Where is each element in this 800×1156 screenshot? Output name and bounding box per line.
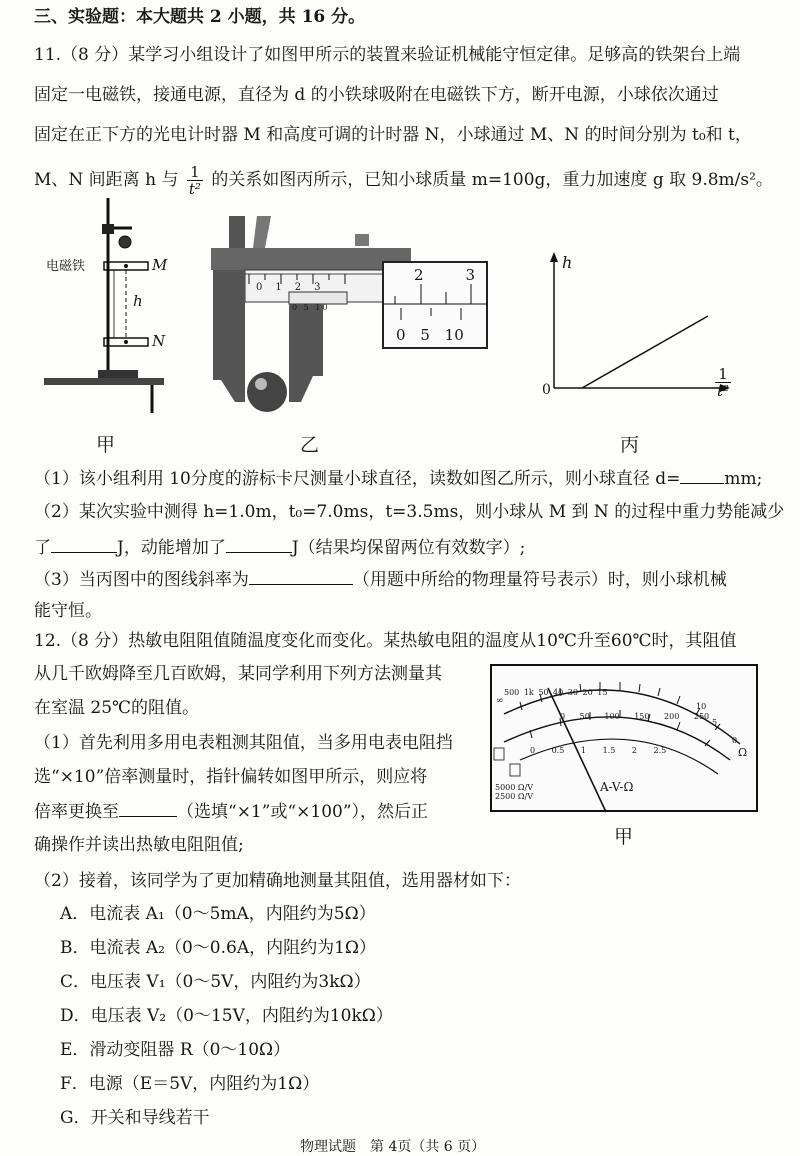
dcv-tick-label: 0 bbox=[560, 712, 566, 721]
caliper-main-tick-label: 0 bbox=[256, 282, 276, 293]
graph-x-fraction bbox=[715, 366, 731, 399]
n-label: N bbox=[152, 332, 166, 350]
ohm-tick-label: 15 bbox=[597, 688, 608, 697]
small-tick-label: 1.5 bbox=[602, 746, 616, 755]
ohm-tick-label: 20 bbox=[582, 688, 593, 697]
q12-line-5: 选“×10”倍率测量时，指针偏转如图甲所示，则应将 bbox=[34, 767, 428, 787]
answer-blank-d[interactable] bbox=[680, 467, 724, 484]
q12-line-7: 确操作并读出热敏电阻阻值; bbox=[34, 835, 244, 855]
caliper-main-tick-label: 2 bbox=[294, 282, 315, 293]
zoom-main-tick-label: 3 bbox=[465, 266, 476, 284]
fraction-denominator: t² bbox=[188, 180, 201, 198]
q12-line-4: （1）首先利用多用电表粗测其阻值，当多用电表电阻挡 bbox=[34, 733, 453, 753]
graph-x-label bbox=[712, 366, 734, 399]
figure-yi-caliper bbox=[205, 212, 495, 422]
q11-part-1 bbox=[34, 467, 784, 490]
q11-part-3-line-1 bbox=[34, 568, 784, 591]
ohm-tick-label: 30 bbox=[567, 688, 578, 697]
figure-yi-label: 乙 bbox=[300, 434, 320, 456]
q12-line-6-text-a: 倍率更换至 bbox=[34, 802, 119, 822]
q11-intro-line-1: 11.（8 分）某学习小组设计了如图甲所示的装置来验证机械能守恒定律。足够高的铁架台上端 bbox=[34, 45, 741, 65]
meter-ohm-scale-right bbox=[696, 702, 706, 711]
q12-line-3: 在室温 25℃的阻值。 bbox=[34, 698, 200, 718]
graph-origin-label: 0 bbox=[542, 382, 551, 398]
ohm-tick-label: 0 bbox=[732, 736, 738, 745]
q12-line-6 bbox=[34, 800, 484, 823]
ohm-tick-label: 40 bbox=[553, 688, 564, 697]
meter-dcv-scale-labels bbox=[560, 712, 709, 721]
graph-x-denominator: t² bbox=[717, 382, 730, 400]
caliper-vernier-scale bbox=[292, 303, 329, 312]
q11-part-3-text-b: （用题中所给的物理量符号表示）时，则小球机械 bbox=[352, 570, 727, 590]
q11-part-2-text-d: J（结果均保留两位有效数字）; bbox=[291, 538, 526, 558]
q11-part-3-text-a: （3）当丙图中的图线斜率为 bbox=[34, 570, 249, 590]
meter-ohm-scale-5 bbox=[712, 718, 717, 727]
q11-intro-4b: 的关系如图丙所示，已知小球质量 m=100g，重力加速度 g 取 9.8m/s²。 bbox=[211, 170, 773, 190]
q11-intro-line-4 bbox=[34, 160, 784, 200]
fraction-numerator: 1 bbox=[187, 164, 203, 181]
answer-blank-kinetic-energy[interactable] bbox=[226, 536, 292, 553]
q11-part-2-line-1: （2）某次实验中测得 h=1.0m，t₀=7.0ms，t=3.5ms，则小球从 M 到 N 的过程中重力势能减少 bbox=[34, 502, 785, 522]
equipment-option-c: C．电压表 V₁（0～5V，内阻约为3kΩ） bbox=[60, 972, 371, 992]
ohm-tick-label: 5 bbox=[712, 718, 718, 727]
q11-intro-4a: M、N 间距离 h 与 bbox=[34, 170, 179, 190]
meter-ohm-scale-labels bbox=[504, 688, 684, 697]
figure-jia-apparatus bbox=[40, 198, 170, 418]
small-tick-label: 1 bbox=[580, 746, 587, 755]
q11-part-2-text-c: J，动能增加了 bbox=[117, 538, 226, 558]
q11-intro-line-2: 固定一电磁铁，接通电源，直径为 d 的小铁球吸附在电磁铁下方，断开电源，小球依次通过 bbox=[34, 85, 719, 105]
graph-line bbox=[582, 316, 708, 388]
meter-figure-label: 甲 bbox=[614, 826, 634, 848]
dcv-tick-label: 50 bbox=[579, 712, 590, 721]
ohm-tick-label: 500 bbox=[504, 688, 520, 697]
q12-line-6-text-b: （选填“×1”或“×100”），然后正 bbox=[177, 802, 429, 822]
graph-y-label: h bbox=[562, 253, 573, 272]
caliper-main-tick-label: 1 bbox=[275, 282, 295, 293]
small-tick-label: 2 bbox=[631, 746, 637, 755]
equipment-option-g: G．开关和导线若干 bbox=[60, 1108, 210, 1128]
ohm-tick-label: 10 bbox=[696, 702, 707, 711]
h-label: h bbox=[133, 292, 143, 310]
ohm-tick-label: 1k bbox=[523, 688, 534, 697]
zoom-vernier-tick-label: 10 bbox=[444, 326, 464, 344]
ohm-tick-label: ∞ bbox=[496, 696, 504, 706]
zoom-vernier-tick-label: 5 bbox=[420, 326, 430, 344]
dcv-tick-label: 200 bbox=[664, 712, 680, 721]
caliper-main-tick-label: 3 bbox=[314, 282, 334, 293]
q11-part-3-line-2: 能守恒。 bbox=[34, 601, 102, 621]
small-tick-label: 0.5 bbox=[551, 746, 565, 755]
dcv-tick-label: 150 bbox=[634, 712, 650, 721]
m-label: M bbox=[152, 256, 168, 274]
ohm-tick-label: 50 bbox=[538, 688, 549, 697]
figure-bing-label: 丙 bbox=[620, 434, 640, 456]
equipment-option-d: D．电压表 V₂（0～15V，内阻约为10kΩ） bbox=[60, 1006, 393, 1026]
meter-sensitivity bbox=[495, 783, 533, 801]
figure-bing-graph bbox=[540, 250, 740, 410]
zoom-vernier-scale bbox=[396, 326, 464, 344]
equipment-option-f: F．电源（E＝5V，内阻约为1Ω） bbox=[60, 1074, 320, 1094]
caliper-vernier-tick-label: 0 bbox=[292, 303, 300, 312]
q12-part-2: （2）接着，该同学为了更加精确地测量其阻值，选用器材如下： bbox=[34, 871, 521, 891]
zoom-main-scale bbox=[414, 266, 475, 284]
q12-line-1: 12.（8 分）热敏电阻阻值随温度变化而变化。某热敏电阻的温度从10℃升至60℃时，其阻值 bbox=[34, 631, 737, 651]
section-title: 三、实验题：本大题共 2 小题，共 16 分。 bbox=[34, 7, 366, 27]
meter-small-scale-labels bbox=[530, 746, 666, 755]
q11-part-1-unit: mm; bbox=[724, 469, 763, 489]
answer-blank-multiplier[interactable] bbox=[119, 800, 177, 817]
page-footer: 物理试题 第 4页（共 6 页） bbox=[300, 1139, 486, 1155]
answer-blank-potential-energy[interactable] bbox=[51, 536, 117, 553]
q12-line-2: 从几千欧姆降至几百欧姆，某同学利用下列方法测量其 bbox=[34, 664, 442, 684]
small-tick-label: 2.5 bbox=[653, 746, 667, 755]
meter-infinity-label bbox=[496, 696, 504, 706]
caliper-main-scale bbox=[256, 282, 334, 293]
q11-part-2-text-b: 了 bbox=[34, 538, 51, 558]
small-tick-label: 0 bbox=[530, 746, 536, 755]
dcv-tick-label: 250 bbox=[693, 712, 710, 721]
q11-intro-line-3: 固定在正下方的光电计时器 M 和高度可调的计时器 N，小球通过 M、N 的时间分别为 t₀和 t， bbox=[34, 125, 752, 145]
zoom-vernier-tick-label: 0 bbox=[396, 326, 406, 344]
meter-ohm-scale-0 bbox=[732, 736, 737, 745]
caliper-vernier-tick-label: 10 bbox=[315, 303, 330, 312]
zoom-main-tick-label: 2 bbox=[414, 266, 424, 284]
answer-blank-slope[interactable] bbox=[249, 568, 353, 585]
figure-jia-label: 甲 bbox=[96, 434, 116, 456]
meter-sensitivity-2: 2500 Ω/V bbox=[495, 792, 534, 801]
meter-label: A-V-Ω bbox=[600, 780, 634, 794]
q11-part-1-text: （1）该小组利用 10分度的游标卡尺测量小球直径，读数如图乙所示，则小球直径 d= bbox=[34, 469, 681, 489]
meter-sensitivity-1: 5000 Ω/V bbox=[495, 783, 534, 792]
equipment-option-e: E．滑动变阻器 R（0～10Ω） bbox=[60, 1040, 291, 1060]
caliper-vernier-tick-label: 5 bbox=[303, 303, 311, 312]
meter-omega-symbol: Ω bbox=[738, 746, 748, 759]
graph-x-numerator: 1 bbox=[715, 366, 731, 383]
q11-part-2-line-2 bbox=[34, 536, 784, 559]
electromagnet-label: 电磁铁 bbox=[46, 259, 86, 274]
q11-fraction bbox=[187, 164, 203, 197]
equipment-option-a: A．电流表 A₁（0～5mA，内阻约为5Ω） bbox=[60, 904, 376, 924]
dcv-tick-label: 100 bbox=[604, 712, 620, 721]
equipment-option-b: B．电流表 A₂（0～0.6A，内阻约为1Ω） bbox=[60, 938, 377, 958]
